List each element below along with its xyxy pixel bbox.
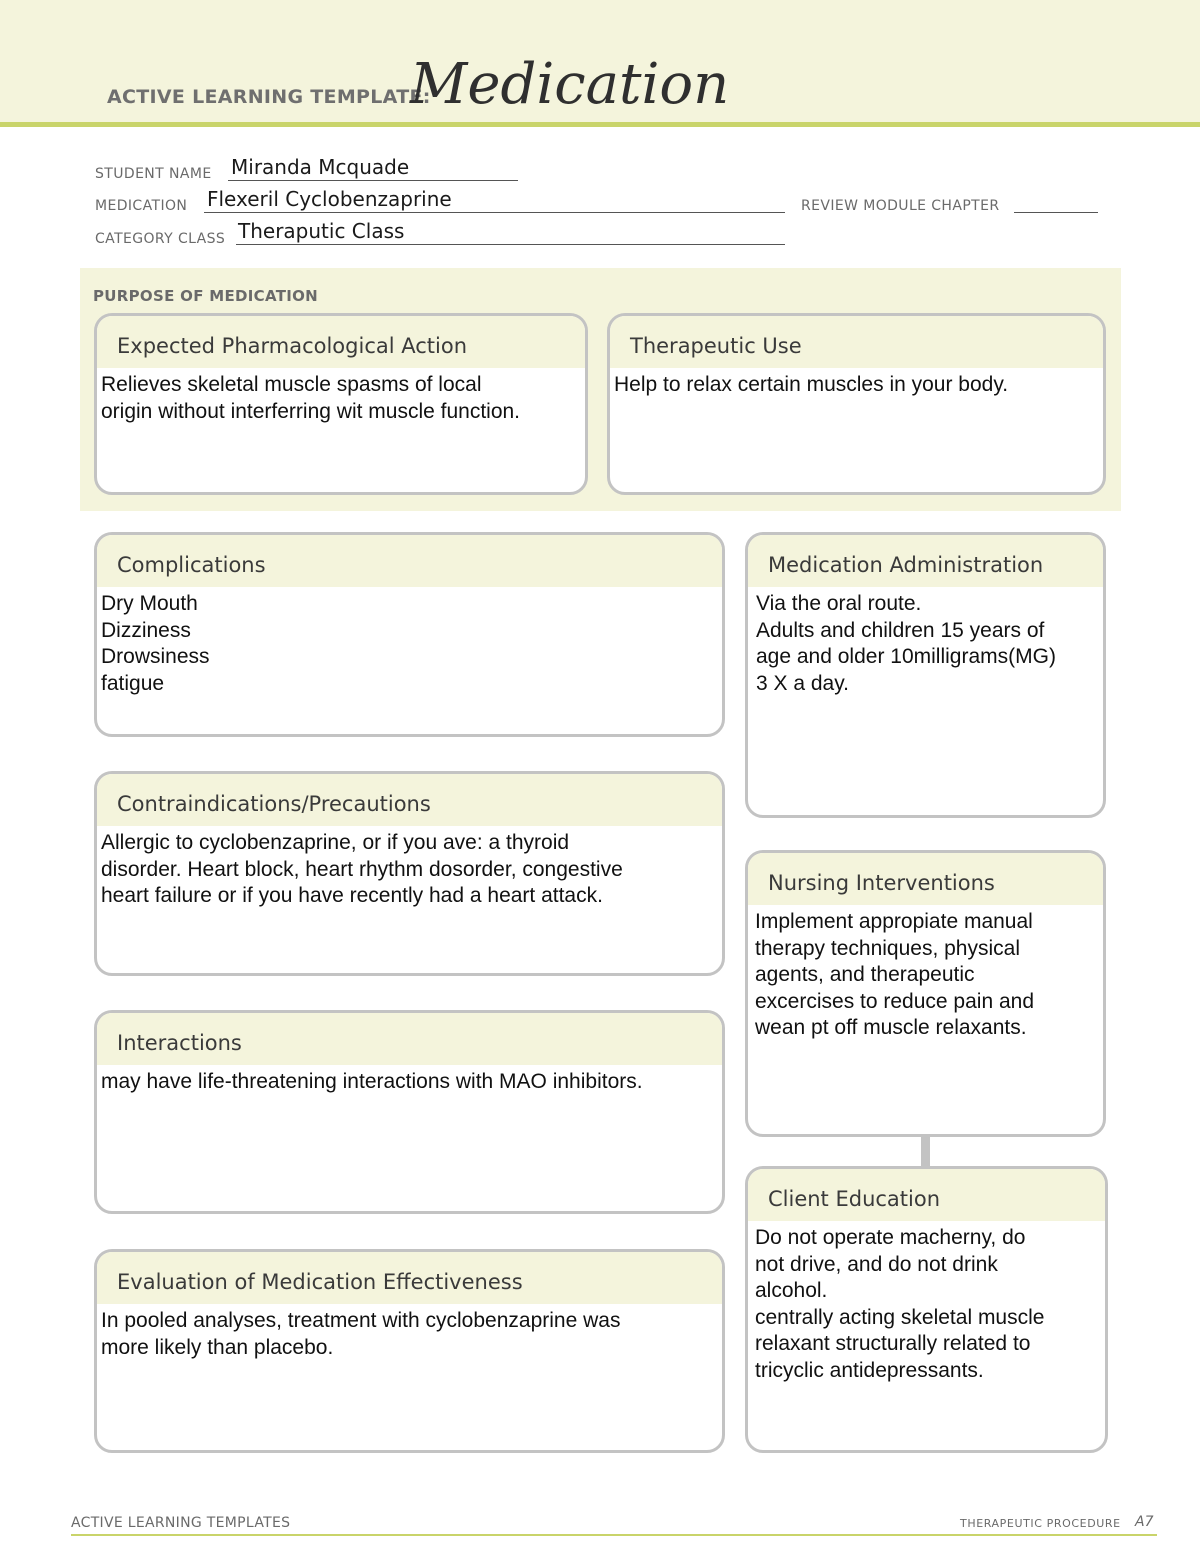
footer-page-number: A7 <box>1135 1514 1154 1530</box>
review-module-label: REVIEW MODULE CHAPTER <box>801 198 1000 214</box>
interactions-heading: Interactions <box>97 1013 722 1065</box>
therapeutic-use-box <box>607 313 1106 495</box>
footer-section: THERAPEUTIC PROCEDURE <box>960 1517 1121 1530</box>
evaluation-text[interactable]: In pooled analyses, treatment with cyclobenzaprine was more likely than placebo. <box>101 1309 621 1359</box>
template-title: Medication <box>410 52 730 117</box>
header-divider <box>0 122 1200 127</box>
category-class-line <box>236 244 785 245</box>
footer-divider <box>71 1534 1157 1536</box>
medication-label: MEDICATION <box>95 198 188 214</box>
interactions-box <box>94 1010 725 1214</box>
student-name-line <box>228 180 518 181</box>
category-class-label: CATEGORY CLASS <box>95 231 226 247</box>
template-label: ACTIVE LEARNING TEMPLATE: <box>107 86 431 108</box>
purpose-title: PURPOSE OF MEDICATION <box>93 287 319 305</box>
client-education-box <box>745 1166 1108 1453</box>
student-name-label: STUDENT NAME <box>95 166 212 182</box>
nursing-interventions-heading: Nursing Interventions <box>748 853 1103 905</box>
expected-action-box <box>94 313 588 495</box>
contraindications-heading: Contraindications/Precautions <box>97 774 722 826</box>
contraindications-box <box>94 771 725 976</box>
contraindications-text[interactable]: Allergic to cyclobenzaprine, or if you ave: a thyroid disorder. Heart block, heart rhythm dosorder, congestive heart failure or if you have recently had a heart attack. <box>101 831 623 907</box>
therapeutic-use-text[interactable]: Help to relax certain muscles in your body. <box>614 373 1009 396</box>
evaluation-box <box>94 1249 725 1453</box>
administration-heading: Medication Administration <box>748 535 1103 587</box>
student-name-field[interactable]: Miranda Mcquade <box>231 155 410 179</box>
administration-text[interactable]: Via the oral route. Adults and children 15 years of age and older 10milligrams(MG) 3 X a day. <box>756 592 1056 695</box>
medication-field[interactable]: Flexeril Cyclobenzaprine <box>207 187 452 211</box>
category-class-field[interactable]: Theraputic Class <box>238 219 405 243</box>
interactions-text[interactable]: may have life-threatening interactions with MAO inhibitors. <box>101 1070 643 1093</box>
client-education-text[interactable]: Do not operate macherny, do not drive, and do not drink alcohol. centrally acting skeletal muscle relaxant structurally related to tricyclic antidepressants. <box>755 1226 1045 1382</box>
therapeutic-use-heading: Therapeutic Use <box>610 316 1103 368</box>
medication-line <box>204 212 785 213</box>
expected-action-text[interactable]: Relieves skeletal muscle spasms of local origin without interferring wit muscle function. <box>101 373 521 423</box>
review-module-line <box>1014 212 1098 213</box>
complications-heading: Complications <box>97 535 722 587</box>
footer-label: ACTIVE LEARNING TEMPLATES <box>71 1515 291 1531</box>
box-connector <box>921 1136 930 1166</box>
complications-box <box>94 532 725 737</box>
expected-action-heading: Expected Pharmacological Action <box>97 316 585 368</box>
client-education-heading: Client Education <box>748 1169 1105 1221</box>
nursing-interventions-box <box>745 850 1106 1137</box>
administration-box <box>745 532 1106 818</box>
nursing-interventions-text[interactable]: Implement appropiate manual therapy techniques, physical agents, and therapeutic excercises to reduce pain and wean pt off muscle relaxants. <box>755 910 1034 1039</box>
complications-text[interactable]: Dry Mouth Dizziness Drowsiness fatigue <box>101 592 210 695</box>
evaluation-heading: Evaluation of Medication Effectiveness <box>97 1252 722 1304</box>
